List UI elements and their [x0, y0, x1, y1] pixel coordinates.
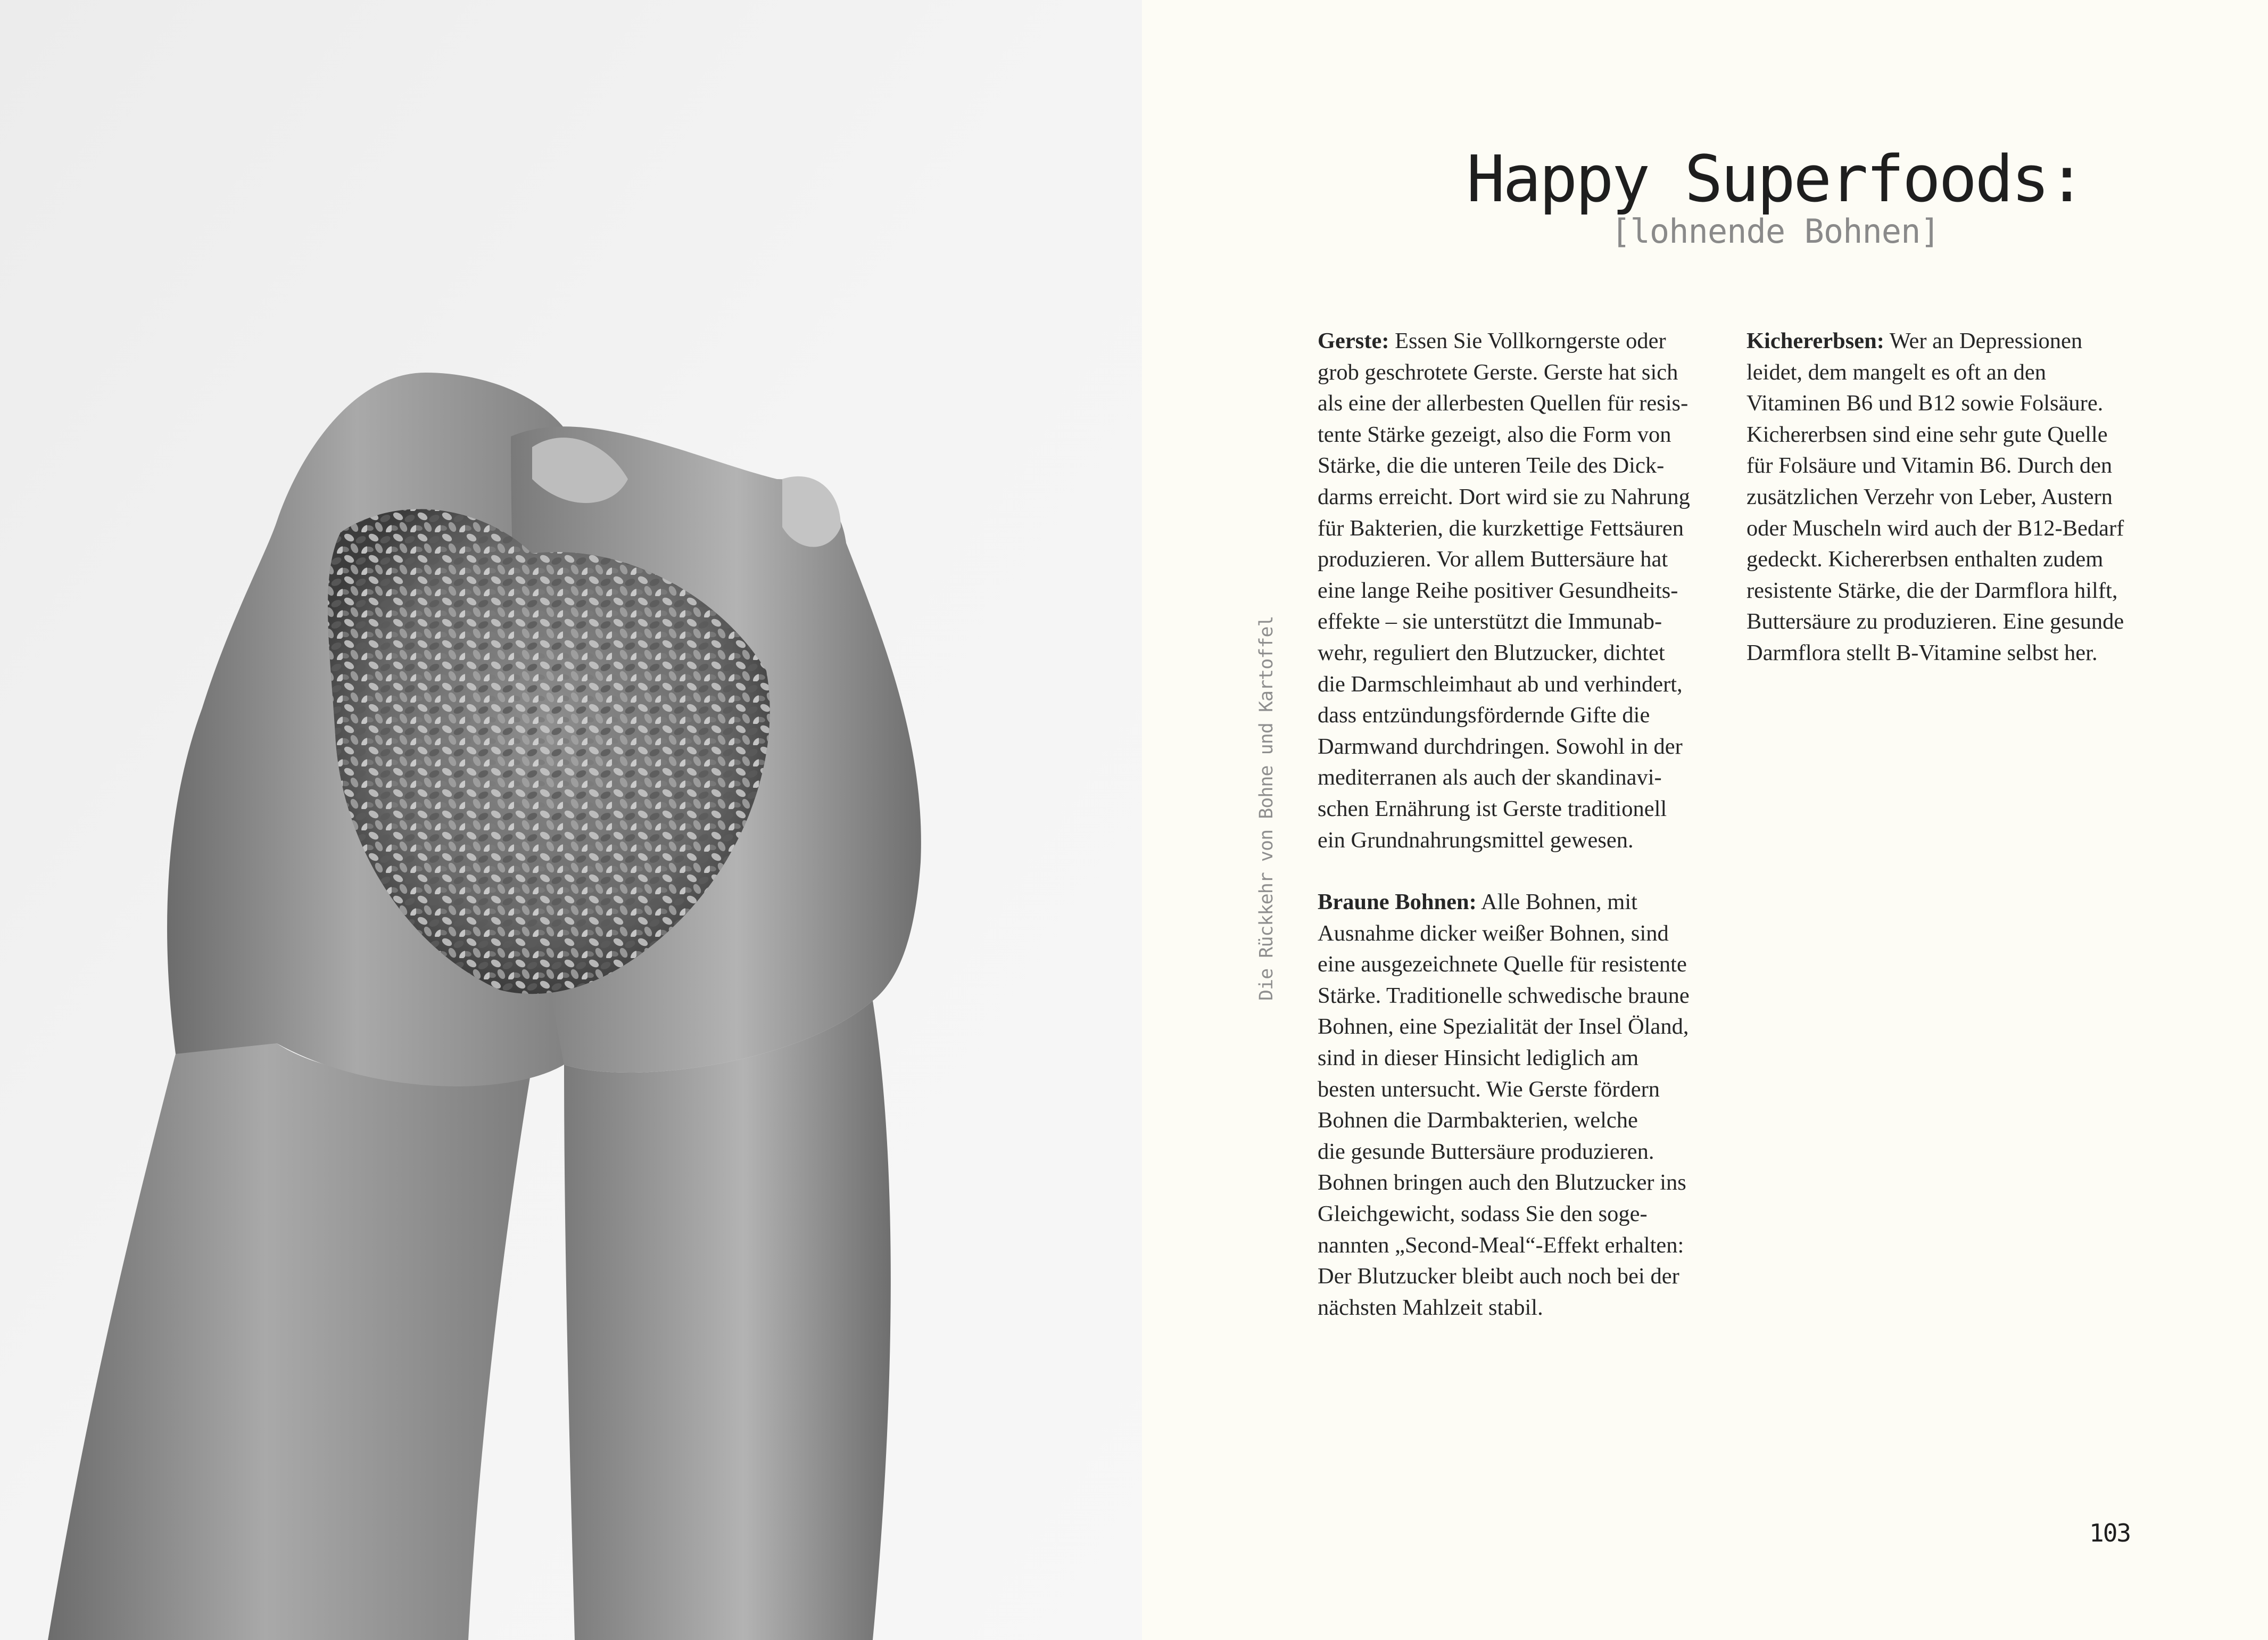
page-number: 103 [2089, 1519, 2131, 1547]
body-line: eine ausgezeichnete Quelle für resistente [1318, 952, 1687, 977]
body-line: Bohnen die Darmbakterien, welche [1318, 1108, 1638, 1133]
body-line: die Darmschleimhaut ab und verhindert, [1318, 671, 1683, 697]
body-line: mediterranen als auch der skandinavi- [1318, 765, 1662, 790]
section-braune-bohnen [1318, 887, 1733, 1323]
body-line: eine lange Reihe positiver Gesundheits- [1318, 578, 1678, 603]
body-line: Kichererbsen sind eine sehr gute Quelle [1746, 422, 2108, 447]
headline: Happy Superfoods: [1466, 143, 2084, 217]
side-caption: Die Rückkehr von Bohne und Kartoffel [1256, 616, 1277, 1001]
body-line: resistente Stärke, die der Darmflora hilft, [1746, 578, 2118, 603]
body-line: Alle Bohnen, mit [1476, 889, 1637, 915]
body-line: effekte – sie unterstützt die Immunab- [1318, 609, 1662, 634]
body-line: Gleichgewicht, sodass Sie den soge- [1318, 1201, 1648, 1227]
body-line: als eine der allerbesten Quellen für resis- [1318, 391, 1688, 416]
body-line: Stärke. Traditionelle schwedische braune [1318, 983, 1690, 1008]
body-line: für Bakterien, die kurzkettige Fettsäuren [1318, 515, 1684, 541]
body-line: Der Blutzucker bleibt auch noch bei der [1318, 1264, 1679, 1289]
section-kichererbsen [1746, 326, 2162, 669]
text-column-left [1318, 326, 1733, 1354]
body-line: grob geschrotete Gerste. Gerste hat sich [1318, 359, 1678, 385]
body-line: darms erreicht. Dort wird sie zu Nahrung [1318, 484, 1690, 509]
subheadline: [lohnende Bohnen] [1611, 212, 1940, 251]
body-line: Buttersäure zu produzieren. Eine gesunde [1746, 609, 2124, 634]
body-line: leidet, dem mangelt es oft an den [1746, 359, 2046, 385]
body-line: die gesunde Buttersäure produzieren. [1318, 1139, 1654, 1164]
body-line: wehr, reguliert den Blutzucker, dichtet [1318, 640, 1665, 665]
body-line: Vitaminen B6 und B12 sowie Folsäure. [1746, 391, 2104, 416]
body-line: sind in dieser Hinsicht lediglich am [1318, 1045, 1639, 1071]
body-line: besten untersucht. Wie Gerste fördern [1318, 1076, 1660, 1102]
body-line: tente Stärke gezeigt, also die Form von [1318, 422, 1671, 447]
body-line: nächsten Mahlzeit stabil. [1318, 1295, 1543, 1320]
section-term: Braune Bohnen: [1318, 889, 1477, 915]
section-term: Kichererbsen: [1746, 328, 1884, 353]
body-line: Essen Sie Vollkorngerste oder [1389, 328, 1666, 353]
body-line: oder Muscheln wird auch der B12-Bedarf [1746, 515, 2124, 541]
text-page [1142, 0, 2268, 1640]
section-gerste [1318, 326, 1733, 856]
section-term: Gerste: [1318, 328, 1389, 353]
body-line: Wer an Depressionen [1884, 328, 2083, 353]
body-line: zusätzlichen Verzehr von Leber, Austern [1746, 484, 2113, 509]
body-line: Ausnahme dicker weißer Bohnen, sind [1318, 920, 1669, 946]
body-line: produzieren. Vor allem Buttersäure hat [1318, 547, 1668, 572]
body-line: gedeckt. Kichererbsen enthalten zudem [1746, 547, 2104, 572]
body-line: nannten „Second-Meal“-Effekt erhalten: [1318, 1232, 1684, 1258]
body-line: für Folsäure und Vitamin B6. Durch den [1746, 453, 2113, 479]
body-line: Darmwand durchdringen. Sowohl in der [1318, 734, 1683, 759]
body-line: dass entzündungsfördernde Gifte die [1318, 703, 1650, 728]
body-line: schen Ernährung ist Gerste traditionell [1318, 796, 1667, 821]
text-column-right [1746, 326, 2162, 700]
body-line: Darmflora stellt B-Vitamine selbst her. [1746, 640, 2098, 665]
body-line: Bohnen bringen auch den Blutzucker ins [1318, 1170, 1686, 1196]
body-line: ein Grundnahrungsmittel gewesen. [1318, 827, 1634, 853]
body-line: Stärke, die die unteren Teile des Dick- [1318, 453, 1665, 479]
body-line: Bohnen, eine Spezialität der Insel Öland, [1318, 1014, 1689, 1040]
